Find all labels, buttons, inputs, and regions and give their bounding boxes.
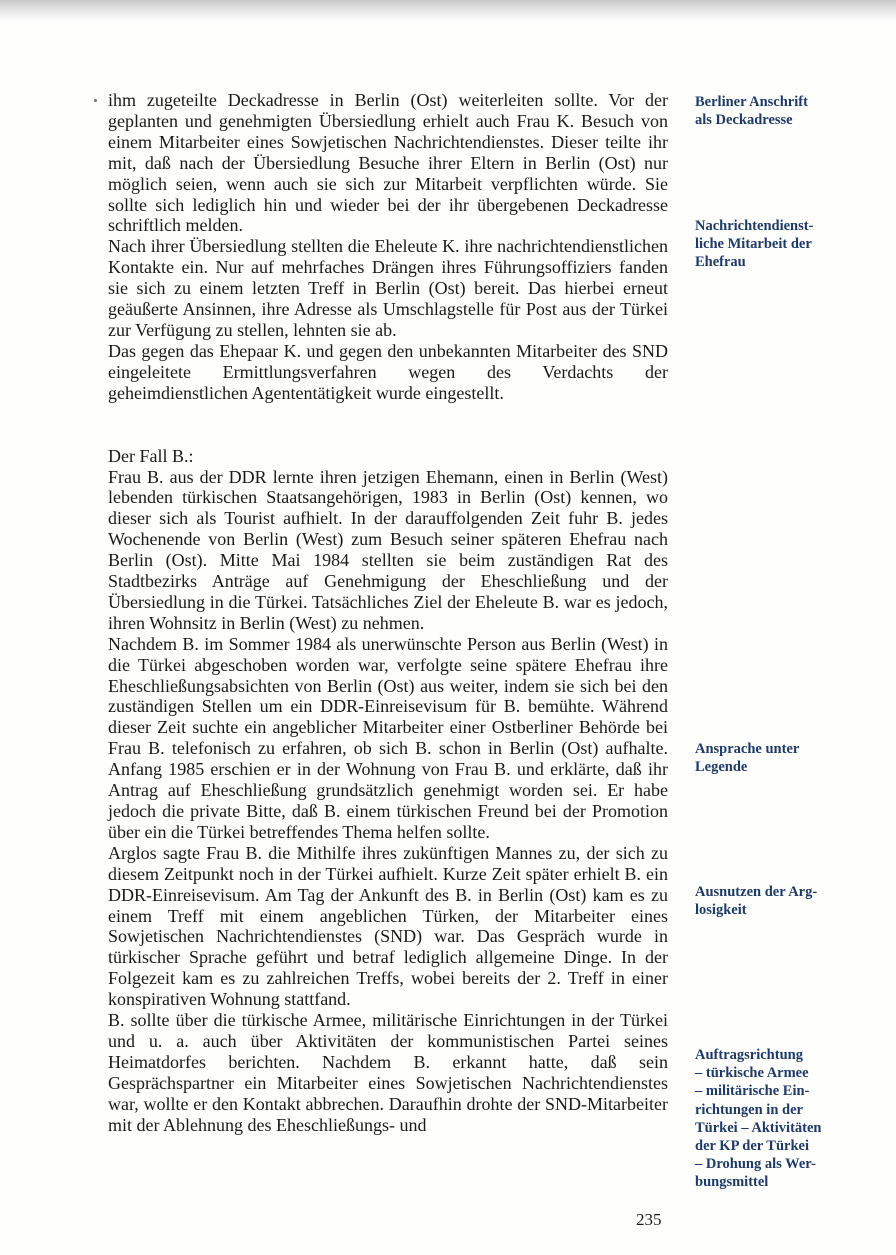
margin-note-arglosigkeit bbox=[695, 883, 860, 919]
paragraph-deckadresse: ihm zugeteilte Deckadresse in Berlin (Ost) weiterleiten sollte. Vor der geplanten und genehmigten Übersiedlung erhielt auch Frau K. Besuch von einem Mitarbeiter eines Sowjetischen Nachrichtendienstes. Dieser teilte ihr mit, daß nach der Übersiedlung Besuche ihrer Eltern in Berlin (Ost) nur möglich seien, wenn auch sie sich zur Mitarbeit verpflichten würde. Sie sollte sich lediglich hin und wieder bei der ihr übergebenen Deckadresse schriftlich melden. bbox=[108, 90, 668, 236]
paragraph-auftrag: B. sollte über die türkische Armee, militärische Einrichtungen in der Türkei und u. a. auch über Aktivitäten der kommunistischen Partei seines Heimatdorfes berichten. Nachdem B. erkannt hatte, daß sein Gesprächspartner ein Mitarbeiter eines Sowjetischen Nachrichtendienstes war, wollte er den Kontakt abbrechen. Daraufhin drohte der SND-Mitarbeiter mit der Ablehnung des Eheschließungs- und bbox=[108, 1010, 668, 1135]
paragraph-gap bbox=[108, 404, 668, 446]
margin-note-line: als Deckadresse bbox=[695, 112, 793, 129]
body-text-column bbox=[108, 90, 668, 1136]
scan-top-shadow bbox=[0, 0, 896, 22]
margin-note-line: Ehefrau bbox=[695, 254, 746, 271]
margin-note-line: – Drohung als Wer- bbox=[695, 1156, 816, 1173]
margin-note-line: richtungen in der bbox=[695, 1101, 803, 1118]
paragraph-fall-b-intro: Frau B. aus der DDR lernte ihren jetzigen Ehemann, einen in Berlin (West) lebenden türkischen Staatsangehörigen, 1983 in Berlin (Ost) kennen, wo dieser sich als Tourist aufhielt. In der darauffolgenden Zeit fuhr B. jedes Wochenende von Berlin (West) zum Besuch seiner späteren Ehefrau nach Berlin (Ost). Mitte Mai 1984 stellten sie beim zuständigen Rat des Stadtbezirks Anträge auf Genehmigung der Eheschließung und der Übersiedlung in die Türkei. Tatsächliches Ziel der Eheleute B. war es jedoch, ihren Wohnsitz in Berlin (West) zu nehmen. bbox=[108, 466, 668, 633]
scan-speck bbox=[94, 99, 97, 102]
margin-note-ansprache-legende bbox=[695, 740, 860, 776]
margin-note-line: bungsmittel bbox=[695, 1174, 769, 1191]
margin-note-line: Legende bbox=[695, 759, 748, 776]
margin-note-line: Ausnutzen der Arg- bbox=[695, 884, 818, 900]
case-heading: Der Fall B.: bbox=[108, 445, 194, 466]
paragraph-arglos: Arglos sagte Frau B. die Mithilfe ihres zukünftigen Mannes zu, der sich zu diesem Zeitpunkt noch in der Türkei aufhielt. Kurze Zeit später erhielt B. ein DDR-Einreisevisum. Am Tag der Ankunft des B. in Berlin (Ost) kam es zu einem Treff mit einem angeblichen Türken, der Mitarbeiter eines Sowjetischen Nachrichtendienstes (SND) war. Das Gespräch wurde in türkischer Sprache geführt und betraf lediglich allgemeine Dinge. In der Folgezeit kam es zu zahlreichen Treffs, wobei bereits der 2. Treff in einer konspirativen Wohnung stattfand. bbox=[108, 842, 668, 1010]
margin-note-mitarbeit-ehefrau bbox=[695, 217, 860, 272]
margin-note-line: Nachrichtendienst- bbox=[695, 218, 814, 234]
paragraph-ermittlungsverfahren: Das gegen das Ehepaar K. und gegen den unbekannten Mitarbeiter des SND eingeleitete Ermittlungsverfahren wegen des Verdachts der geheimdienstlichen Agententätigkeit wurde eingestellt. bbox=[108, 340, 668, 403]
paragraph-uebersiedlung-kontakte: Nach ihrer Übersiedlung stellten die Eheleute K. ihre nachrichtendienstlichen Kontakte ein. Nur auf mehrfaches Drängen ihres Führungsoffiziers fanden sie sich zu einem letzten Treff in Berlin (Ost) bereit. Das hierbei erneut geäußerte Ansinnen, ihre Adresse als Umschlagstelle für Post aus der Türkei zur Verfügung zu stellen, lehnten sie ab. bbox=[108, 236, 668, 340]
page-number: 235 bbox=[636, 1210, 662, 1229]
margin-note-line: Türkei – Aktivitäten bbox=[695, 1119, 822, 1136]
paragraph-abschiebung: Nachdem B. im Sommer 1984 als unerwünschte Person aus Berlin (West) in die Türkei abgeschoben worden war, verfolgte seine spätere Ehefrau ihre Eheschließungsabsichten von Berlin (Ost) aus weiter, indem sie sich bei den zuständigen Stellen um ein DDR-Einreisevisum für B. bemühte. Während dieser Zeit suchte ein angeblicher Mitarbeiter einer Ostberliner Behörde bei Frau B. telefonisch zu erfahren, ob sich B. schon in Berlin (Ost) aufhalte. Anfang 1985 erschien er in der Wohnung von Frau B. und erklärte, daß ihr Antrag auf Eheschließung grundsätzlich genehmigt worden sei. Er habe jedoch die private Bitte, daß B. einem türkischen Freund bei der Promotion über ein die Türkei betreffendes Thema helfen sollte. bbox=[108, 633, 668, 842]
margin-note-line: Ansprache unter bbox=[695, 741, 800, 757]
margin-note-line: Auftragsrichtung bbox=[695, 1047, 803, 1063]
margin-note-line: liche Mitarbeit der bbox=[695, 236, 812, 253]
margin-note-auftragsrichtung bbox=[695, 1046, 860, 1192]
margin-note-line: losigkeit bbox=[695, 902, 747, 919]
margin-note-line: – türkische Armee bbox=[695, 1065, 809, 1082]
margin-note-line: der KP der Türkei bbox=[695, 1138, 809, 1155]
margin-note-line: Berliner Anschrift bbox=[695, 94, 808, 110]
margin-note-line: – militärische Ein- bbox=[695, 1083, 810, 1100]
margin-note-deckadresse bbox=[695, 93, 860, 129]
